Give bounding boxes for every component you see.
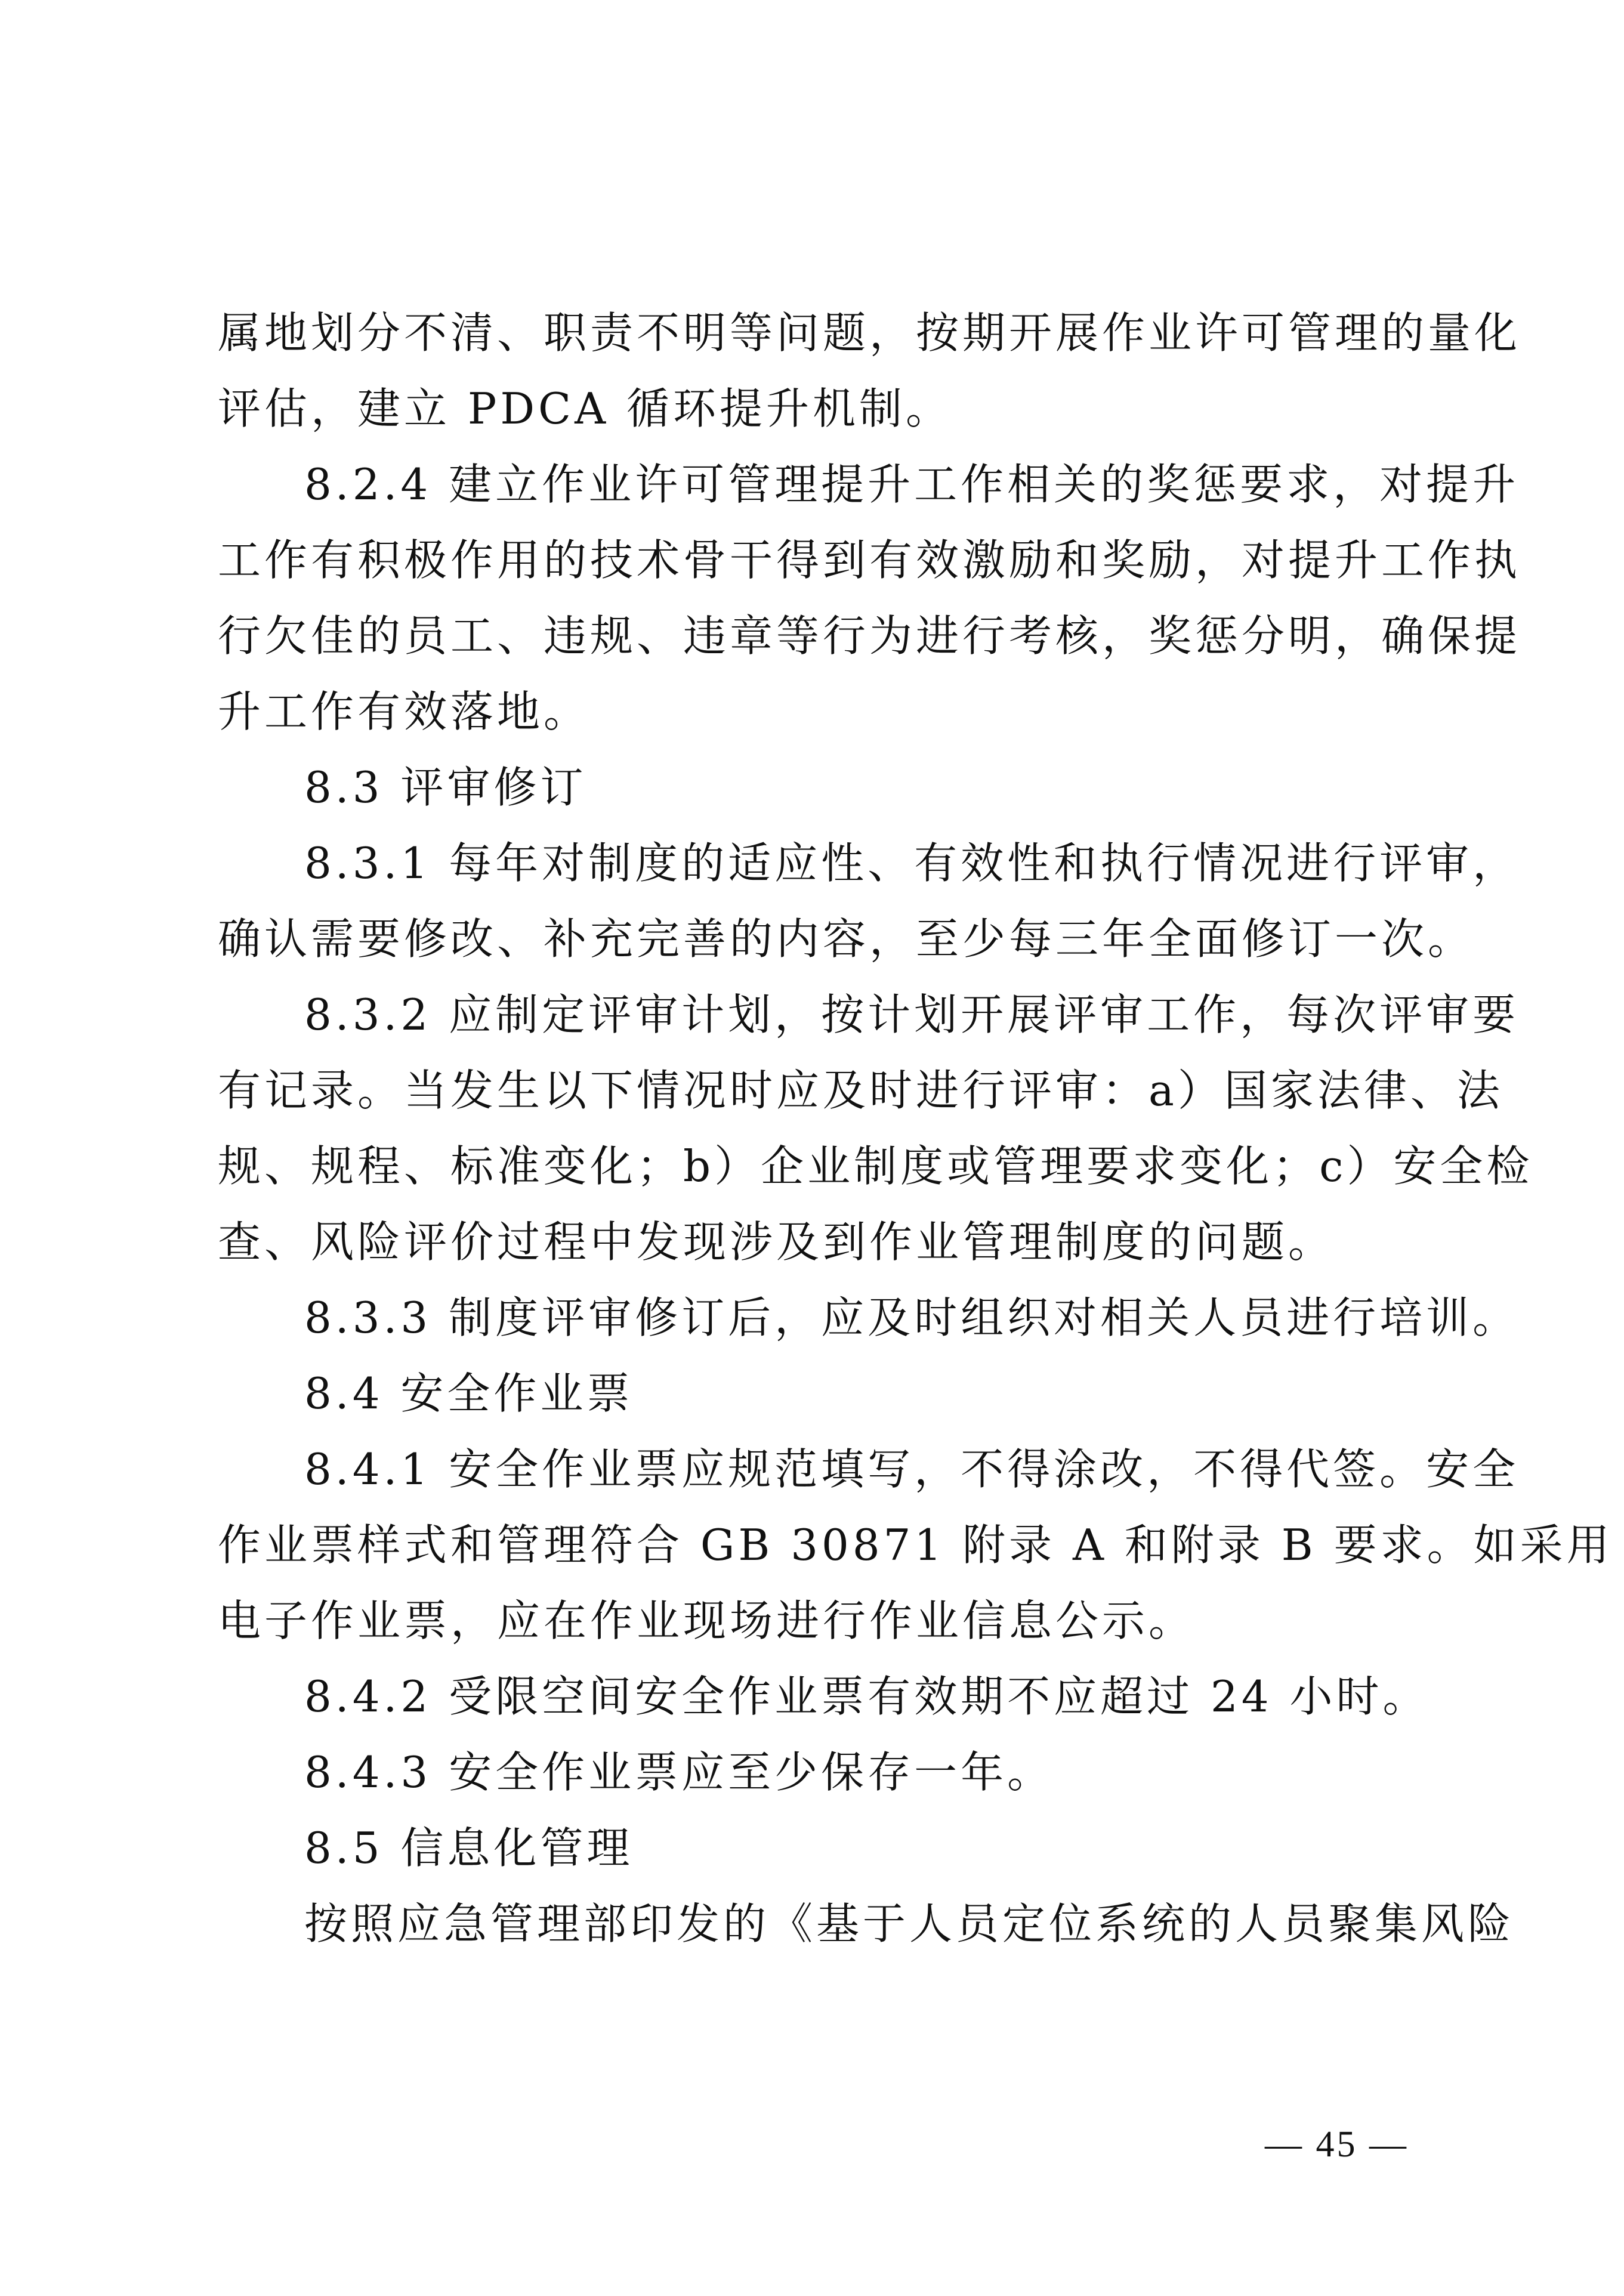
body-text-line: 按照应急管理部印发的《基于人员定位系统的人员聚集风险 xyxy=(304,1899,1515,1949)
section-heading-8-3: 8.3 评审修订 xyxy=(304,762,587,812)
body-text-line: 升工作有效落地。 xyxy=(218,687,591,737)
section-heading-8-5: 8.5 信息化管理 xyxy=(304,1823,634,1873)
clause-8-4-2: 8.4.2 受限空间安全作业票有效期不应超过 24 小时。 xyxy=(304,1671,1430,1722)
body-text-line: 属地划分不清、职责不明等问题，按期开展作业许可管理的量化 xyxy=(218,308,1521,358)
clause-8-4-1: 8.4.1 安全作业票应规范填写，不得涂改，不得代签。安全 xyxy=(304,1444,1520,1494)
body-text-line: 作业票样式和管理符合 GB 30871 附录 A 和附录 B 要求。如采用 xyxy=(218,1520,1613,1570)
clause-8-3-1: 8.3.1 每年对制度的适应性、有效性和执行情况进行评审， xyxy=(304,838,1520,888)
page-number: — 45 — xyxy=(1265,2124,1409,2165)
body-text-line: 有记录。当发生以下情况时应及时进行评审：a）国家法律、法 xyxy=(218,1065,1503,1115)
body-text-line: 工作有积极作用的技术骨干得到有效激励和奖励，对提升工作执 xyxy=(218,535,1521,585)
body-text-line: 评估，建立 PDCA 循环提升机制。 xyxy=(218,384,953,434)
clause-8-4-3: 8.4.3 安全作业票应至少保存一年。 xyxy=(304,1747,1054,1797)
body-text-line: 查、风险评价过程中发现涉及到作业管理制度的问题。 xyxy=(218,1217,1335,1267)
clause-8-3-3: 8.3.3 制度评审修订后，应及时组织对相关人员进行培训。 xyxy=(304,1293,1520,1343)
clause-8-2-4: 8.2.4 建立作业许可管理提升工作相关的奖惩要求，对提升 xyxy=(304,459,1520,509)
body-text-line: 规、规程、标准变化；b）企业制度或管理要求变化；c）安全检 xyxy=(218,1141,1533,1191)
body-text-line: 确认需要修改、补充完善的内容，至少每三年全面修订一次。 xyxy=(218,914,1475,964)
section-heading-8-4: 8.4 安全作业票 xyxy=(304,1368,634,1419)
clause-8-3-2: 8.3.2 应制定评审计划，按计划开展评审工作，每次评审要 xyxy=(304,990,1520,1040)
body-text-line: 电子作业票，应在作业现场进行作业信息公示。 xyxy=(218,1596,1196,1646)
body-text-line: 行欠佳的员工、违规、违章等行为进行考核，奖惩分明，确保提 xyxy=(218,611,1521,661)
